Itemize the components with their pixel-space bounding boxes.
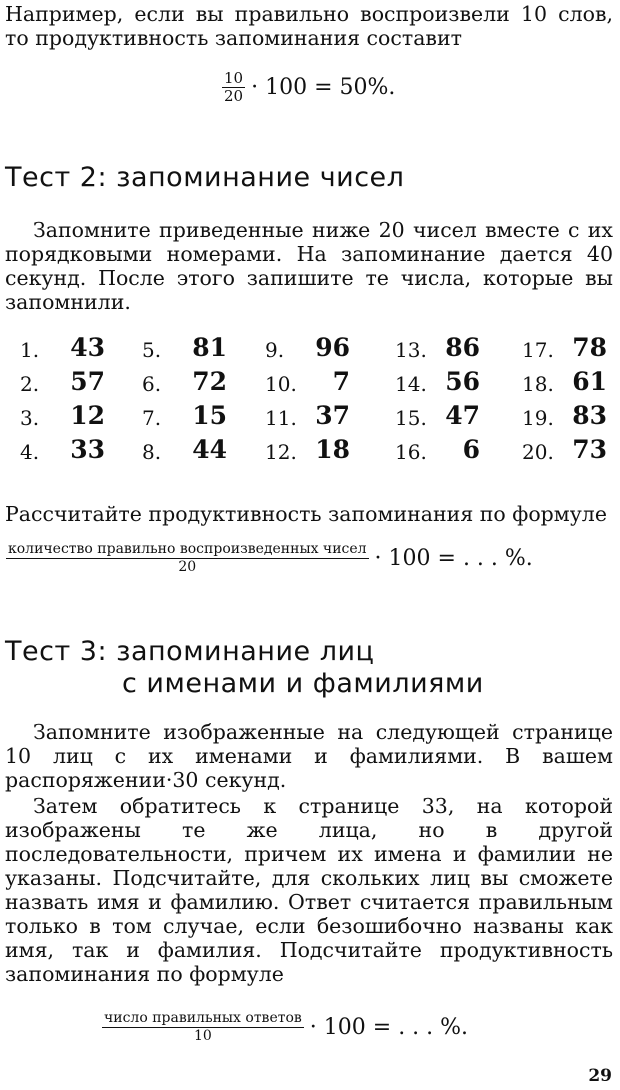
- test3-heading-line2: с именами и фамилиями: [122, 668, 484, 699]
- number-index: 4.: [20, 440, 40, 464]
- number-index: 14.: [395, 372, 427, 396]
- number-item: [20, 364, 135, 398]
- number-index: 18.: [522, 372, 554, 396]
- number-index: 8.: [142, 440, 162, 464]
- page-number: 29: [588, 1066, 612, 1086]
- number-item: [142, 432, 257, 466]
- number-item: [265, 364, 380, 398]
- number-item: [395, 398, 510, 432]
- number-value: 86: [445, 333, 480, 362]
- number-item: [265, 330, 380, 364]
- number-value: 96: [315, 333, 350, 362]
- number-index: 2.: [20, 372, 40, 396]
- intro-fraction: [222, 70, 245, 105]
- numbers-row: [20, 398, 610, 432]
- number-value: 83: [572, 401, 607, 430]
- number-index: 1.: [20, 338, 40, 362]
- numbers-row: [20, 364, 610, 398]
- number-index: 10.: [265, 372, 297, 396]
- number-value: 43: [70, 333, 105, 362]
- number-item: [20, 398, 135, 432]
- number-item: [395, 330, 510, 364]
- number-item: [265, 398, 380, 432]
- number-index: 13.: [395, 338, 427, 362]
- number-index: 7.: [142, 406, 162, 430]
- number-value: 6: [462, 435, 480, 464]
- number-value: 15: [192, 401, 227, 430]
- intro-fraction-denominator: 20: [224, 87, 244, 105]
- test3-paragraph-2: Затем обратитесь к странице 33, на которой изображены те же лица, но в другой последовательности, причем их имена и фамилии не указаны. Подсчитайте, для скольких лиц вы сможете назвать имя и фамилию. Ответ считается правильным только в том случае, если безошибочно названы как имя, так и фамилия. Подсчитайте продуктивность запоминания по формуле: [5, 794, 613, 986]
- test3-heading-line1: Тест 3: запоминание лиц: [5, 636, 375, 667]
- number-item: [395, 432, 510, 466]
- test2-fraction: [6, 541, 369, 576]
- number-value: 33: [70, 435, 105, 464]
- number-value: 44: [192, 435, 227, 464]
- test2-heading: Тест 2: запоминание чисел: [5, 162, 405, 193]
- test2-fraction-denominator: 20: [178, 559, 197, 575]
- number-value: 72: [192, 367, 227, 396]
- intro-fraction-numerator: 10: [224, 69, 244, 87]
- number-value: 78: [572, 333, 607, 362]
- number-item: [142, 364, 257, 398]
- test3-fraction-denominator: 10: [193, 1028, 212, 1044]
- number-value: 37: [315, 401, 350, 430]
- number-value: 73: [572, 435, 607, 464]
- number-item: [20, 330, 135, 364]
- number-index: 5.: [142, 338, 162, 362]
- number-value: 47: [445, 401, 480, 430]
- intro-formula: [222, 70, 395, 105]
- number-index: 17.: [522, 338, 554, 362]
- test3-fraction-numerator: число правильных ответов: [104, 1010, 302, 1026]
- number-item: [395, 364, 510, 398]
- test3-formula-result: · 100 = . . . %.: [309, 1015, 469, 1040]
- number-item: [142, 330, 257, 364]
- number-value: 56: [445, 367, 480, 396]
- test3-paragraph-1: Запомните изображенные на следующей странице 10 лиц с их именами и фамилиями. В вашем распоряжении·30 секунд.: [5, 720, 613, 792]
- number-index: 3.: [20, 406, 40, 430]
- test2-fraction-numerator: количество правильно воспроизведенных чисел: [8, 541, 367, 557]
- number-value: 81: [192, 333, 227, 362]
- number-index: 15.: [395, 406, 427, 430]
- number-item: [20, 432, 135, 466]
- number-item: [522, 398, 620, 432]
- number-item: [522, 330, 620, 364]
- number-index: 11.: [265, 406, 297, 430]
- test2-calc-text: Рассчитайте продуктивность запоминания по формуле: [5, 502, 607, 526]
- number-value: 61: [572, 367, 607, 396]
- number-index: 19.: [522, 406, 554, 430]
- number-index: 16.: [395, 440, 427, 464]
- number-index: 9.: [265, 338, 285, 362]
- number-index: 6.: [142, 372, 162, 396]
- intro-paragraph: Например, если вы правильно воспроизвели 10 слов, то продуктивность запоминания составит: [5, 2, 613, 50]
- intro-formula-result: · 100 = 50%.: [251, 75, 396, 100]
- number-index: 20.: [522, 440, 554, 464]
- number-value: 7: [332, 367, 350, 396]
- test2-formula-result: · 100 = . . . %.: [374, 546, 533, 571]
- number-item: [142, 398, 257, 432]
- number-item: [522, 432, 620, 466]
- test2-instructions: Запомните приведенные ниже 20 чисел вместе с их порядковыми номерами. На запоминание дается 40 секунд. После этого запишите те числа, которые вы запомнили.: [5, 218, 613, 314]
- number-value: 12: [70, 401, 105, 430]
- number-value: 18: [315, 435, 350, 464]
- test3-formula: [102, 1010, 468, 1045]
- number-item: [265, 432, 380, 466]
- number-index: 12.: [265, 440, 297, 464]
- test3-fraction: [102, 1010, 304, 1045]
- number-item: [522, 364, 620, 398]
- test2-formula: [6, 541, 533, 576]
- numbers-row: [20, 330, 610, 364]
- number-value: 57: [70, 367, 105, 396]
- numbers-row: [20, 432, 610, 466]
